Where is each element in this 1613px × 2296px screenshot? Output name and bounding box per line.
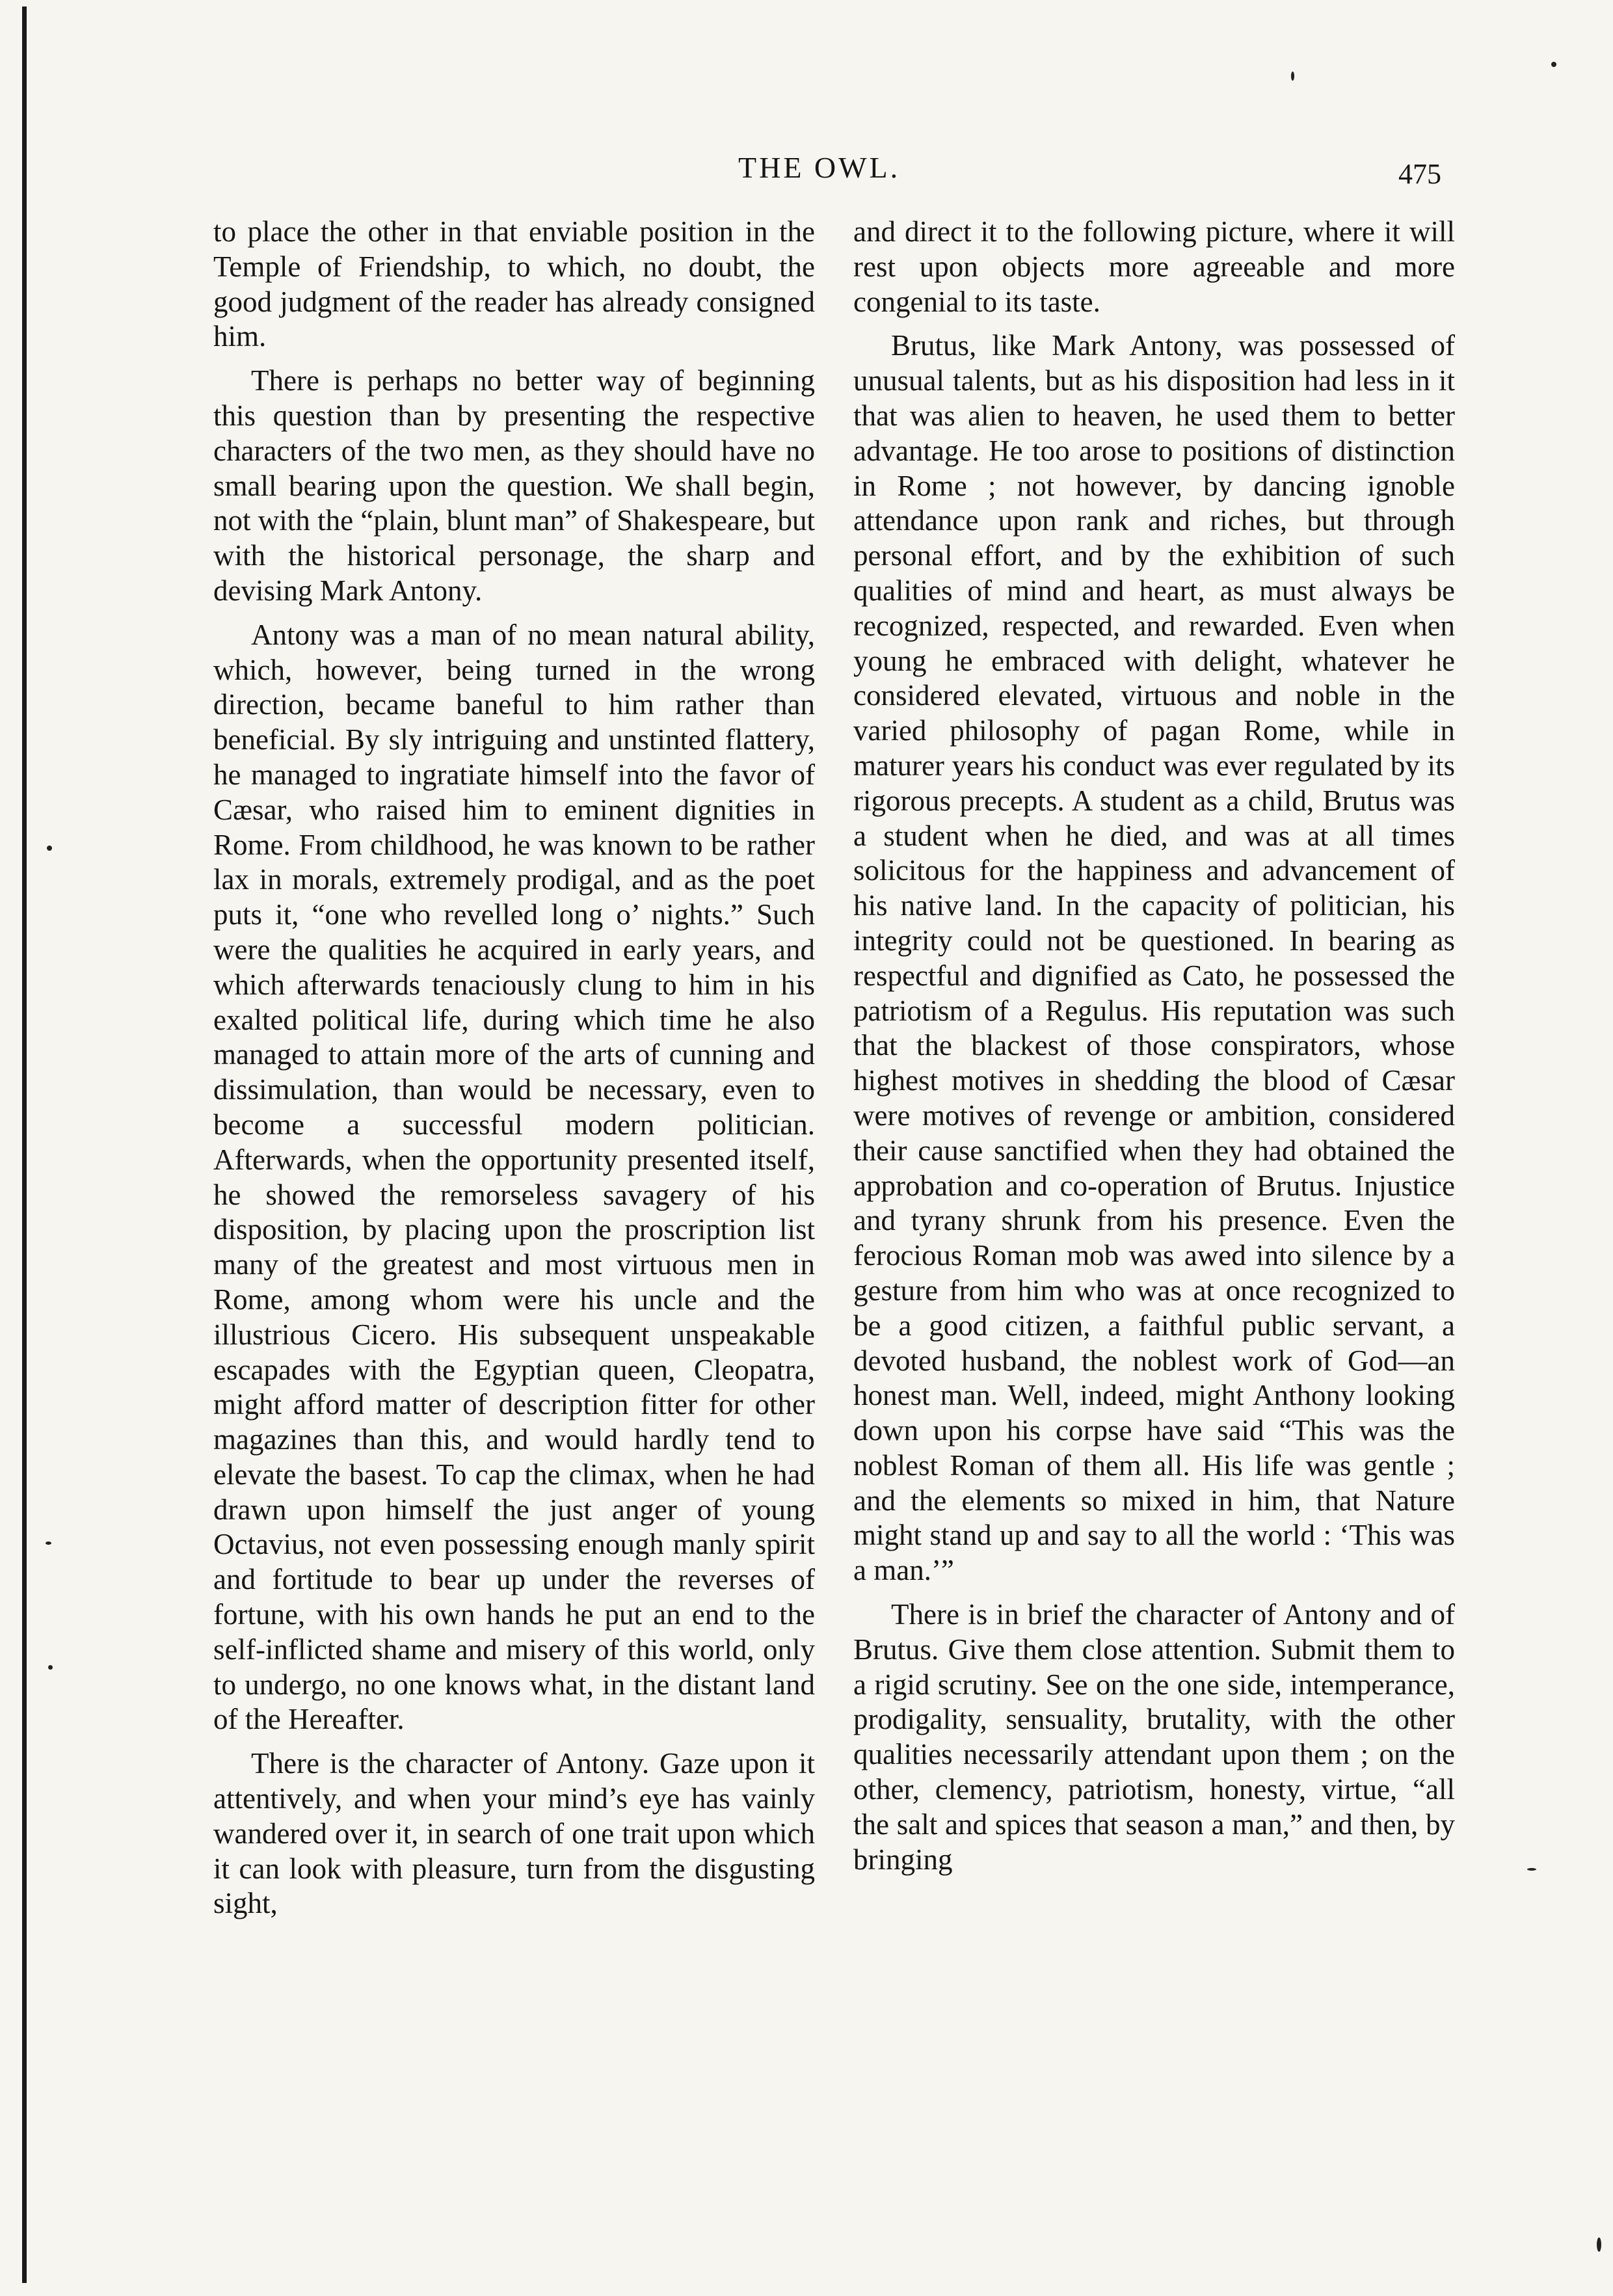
ink-speck — [1597, 2237, 1601, 2252]
running-title: THE OWL. — [738, 151, 901, 184]
ink-speck — [1527, 1868, 1536, 1871]
paragraph: There is the character of Antony. Gaze upon it attentively, and when your mind’s eye has vainly wandered over it, in search of one trait upon which it can look with pleasure, turn from the disgusting sight, — [213, 1747, 815, 1920]
left-column — [213, 215, 815, 1921]
ink-speck — [1551, 62, 1556, 67]
paragraph: to place the other in that enviable position in the Temple of Friendship, to which, no doubt, the good judgment of the reader has already consigned him. — [213, 215, 815, 353]
binding-edge-line — [22, 7, 27, 2283]
page-number: 475 — [1398, 158, 1441, 190]
paragraph: There is perhaps no better way of beginning this question than by presenting the respective characters of the two men, as they should have no small bearing upon the question. We shall begin, not with the “plain, blunt man” of Shakespeare, but with the historical personage, the sharp and devising Mark Antony. — [213, 364, 815, 607]
running-header — [0, 148, 1613, 194]
paragraph: and direct it to the following picture, where it will rest upon objects more agreeable and more congenial to its taste. — [853, 215, 1455, 318]
paragraph: Brutus, like Mark Antony, was possessed of unusual talents, but as his disposition had less in it that was alien to heaven, he used them to better advantage. He too arose to positions of distinction in Rome ; not however, by dancing ignoble attendance upon rank and riches, but through personal effort, and by the exhibition of such qualities of mind and heart, as must always be recognized, respected, and rewarded. Even when young he embraced with delight, whatever he considered elevated, virtuous and noble in the varied philosophy of pagan Rome, while in maturer years his conduct was ever regulated by its rigorous precepts. A student as a child, Brutus was a student when he died, and was at all times solicitous for the happiness and advancement of his native land. In the capacity of politician, his integrity could not be questioned. In bearing as respectful and dignified as Cato, he possessed the patriotism of a Regulus. His reputation was such that the blackest of those conspirators, whose highest motives in shedding the blood of Cæsar were motives of revenge or ambition, considered their cause sanctified when they had obtained the approbation and co-operation of Brutus. Injustice and tyrany shrunk from his presence. Even the ferocious Roman mob was awed into silence by a gesture from him who was at once recognized to be a good citizen, a faithful public servant, a devoted husband, the noblest work of God—an honest man. Well, indeed, might Anthony looking down upon his corpse have said “This was the noblest Roman of them all. His life was gentle ; and the elements so mixed in him, that Nature might stand up and say to all the world : ‘This was a man.’” — [853, 329, 1455, 1587]
ink-speck — [46, 1542, 51, 1545]
ink-speck — [48, 1665, 53, 1670]
paragraph: There is in brief the character of Antony and of Brutus. Give them close attention. Submit them to a rigid scrutiny. See on the one side, intemperance, prodigality, sensuality, brutality, with the other qualities necessarily attendant upon them ; on the other, clemency, patriotism, honesty, virtue, “all the salt and spices that season a man,” and then, by bringing — [853, 1598, 1455, 1876]
paragraph: Antony was a man of no mean natural ability, which, however, being turned in the wrong direction, became baneful to him rather than beneficial. By sly intriguing and unstinted flattery, he managed to ingratiate himself into the favor of Cæsar, who raised him to eminent dignities in Rome. From childhood, he was known to be rather lax in morals, extremely prodigal, and as the poet puts it, “one who revelled long o’ nights.” Such were the qualities he acquired in early years, and which afterwards tenaciously clung to him in his exalted political life, during which time he also managed to attain more of the arts of cunning and dissimulation, than would be necessary, even to become a successful modern politician. Afterwards, when the opportunity presented itself, he showed the remorseless savagery of his disposition, by placing upon the proscription list many of the greatest and most virtuous men in Rome, among whom were his uncle and the illustrious Cicero. His subsequent unspeakable escapades with the Egyptian queen, Cleopatra, might afford matter of description fitter for other magazines than this, and would hardly tend to elevate the basest. To cap the climax, when he had drawn upon himself the just anger of young Octavius, not even possessing enough manly spirit and fortitude to bear up under the reverses of fortune, with his own hands he put an end to the self-inflicted shame and misery of this world, only to undergo, no one knows what, in the distant land of the Hereafter. — [213, 618, 815, 1736]
right-column — [853, 215, 1455, 1877]
ink-speck — [1291, 72, 1294, 81]
ink-speck — [47, 846, 52, 851]
